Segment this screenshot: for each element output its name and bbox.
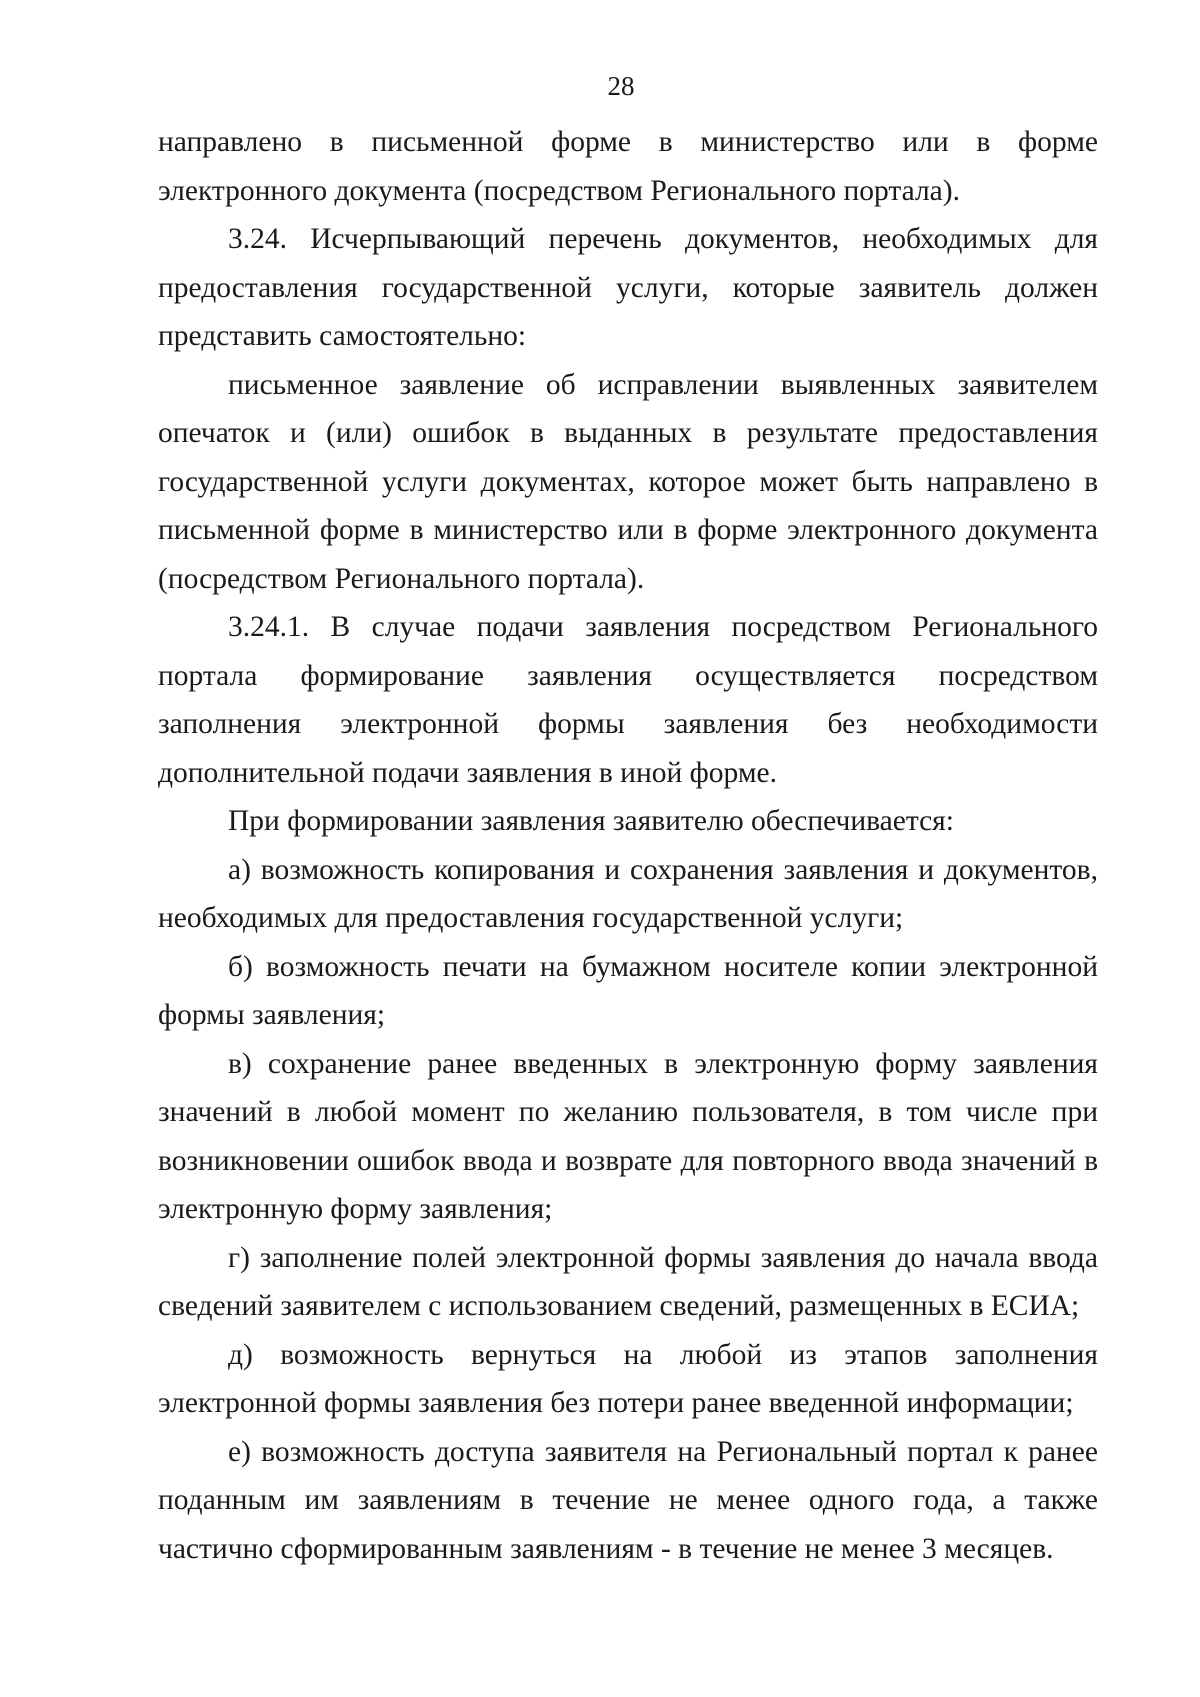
document-body xyxy=(158,118,1098,1573)
paragraph-3-24: 3.24. Исчерпывающий перечень документов, необходимых для предоставления государственной услуги, которые заявитель должен представить самостоятельно: xyxy=(158,223,1098,352)
page-number: 28 xyxy=(607,71,635,101)
list-item-e: е) возможность доступа заявителя на Региональный портал к ранее поданным им заявлениям в течение не менее одного года, а также частично сформированным заявлениям - в течение не менее 3 месяцев. xyxy=(158,1435,1098,1565)
paragraph-written-application: письменное заявление об исправлении выявленных заявителем опечаток и (или) ошибок в выданных в результате предоставления государственной услуги документах, которое может быть направлено в письменной форме в министерство или в форме электронного документа (посредством Регионального портала). xyxy=(158,368,1098,595)
paragraph-continuation: направлено в письменной форме в министерство или в форме электронного документа (посредством Регионального портала). xyxy=(158,126,1098,207)
list-item-a: а) возможность копирования и сохранения заявления и документов, необходимых для предоставления государственной услуги; xyxy=(158,853,1098,934)
list-item-v: в) сохранение ранее введенных в электронную форму заявления значений в любой момент по желанию пользователя, в том числе при возникновении ошибок ввода и возврате для повторного ввода значений в электронную форму заявления; xyxy=(158,1047,1098,1225)
list-item-d: д) возможность вернуться на любой из этапов заполнения электронной формы заявления без потери ранее введенной информации; xyxy=(158,1338,1098,1419)
list-item-g: г) заполнение полей электронной формы заявления до начала ввода сведений заявителем с использованием сведений, размещенных в ЕСИА; xyxy=(158,1241,1098,1322)
list-item-b: б) возможность печати на бумажном носителе копии электронной формы заявления; xyxy=(158,950,1098,1031)
paragraph-provided-features-intro: При формировании заявления заявителю обеспечивается: xyxy=(228,805,954,837)
paragraph-3-24-1: 3.24.1. В случае подачи заявления посредством Регионального портала формирование заявления осуществляется посредством заполнения электронной формы заявления без необходимости дополнительной подачи заявления в иной форме. xyxy=(158,611,1098,789)
